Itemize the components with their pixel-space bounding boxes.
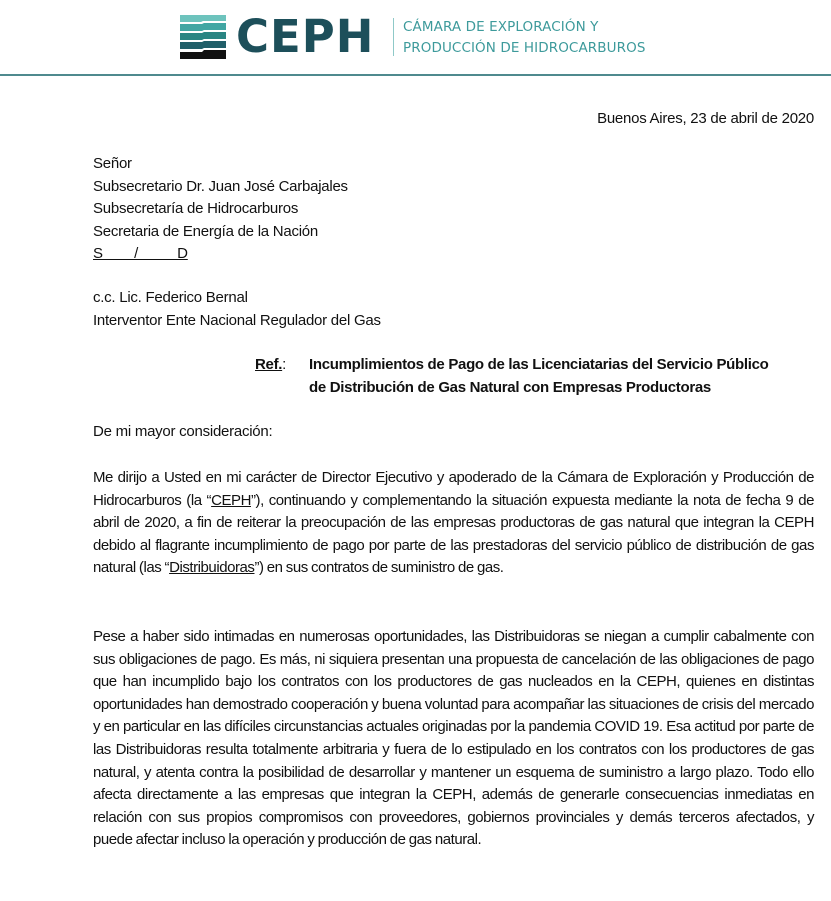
logo-tagline-line2: PRODUCCIÓN DE HIDROCARBUROS <box>403 40 646 56</box>
stacked-waves-logo-icon <box>180 15 226 59</box>
logo-divider <box>393 18 394 56</box>
para1-text: ”), continuando y complementando la situación expuesta mediante la nota de fecha 9 de abril de 2020, a fin de reiterar la preocupación de las empresas productoras de gas natural que integran la CEPH debido al flagrante incumplimiento de pago por parte de las prestadoras del servicio público de distribución de gas natural (las “ <box>93 491 814 577</box>
addressee-block <box>93 153 348 266</box>
addressee-line: Secretaria de Energía de la Nación <box>93 222 318 240</box>
logo-tagline-line1: CÁMARA DE EXPLORACIÓN Y <box>403 19 599 35</box>
letter-date: Buenos Aires, 23 de abril de 2020 <box>597 110 814 127</box>
addressee-line: Subsecretario Dr. Juan José Carbajales <box>93 177 348 195</box>
ref-label-text: Ref. <box>255 356 283 373</box>
cc-line: Interventor Ente Nacional Regulador del Gas <box>93 311 381 329</box>
ref-subject <box>309 354 829 399</box>
body-paragraph-1 <box>93 467 814 580</box>
para1-text: ”) en sus contratos de suministro de gas. <box>254 559 504 577</box>
cc-line: c.c. Lic. Federico Bernal <box>93 289 248 306</box>
ref-subject-line: Incumplimientos de Pago de las Licenciatarias del Servicio Público <box>309 356 769 373</box>
para1-text: Me dirijo a Usted en mi carácter de Director Ejecutivo y apoderado de la Cámara de Exploración y Producción de Hidrocarburos (la “ <box>93 469 814 509</box>
defined-term-ceph: CEPH <box>211 491 251 509</box>
ref-label <box>255 354 286 377</box>
header-rule <box>0 74 831 76</box>
ref-colon: : <box>282 356 287 373</box>
addressee-line: Señor <box>93 155 132 172</box>
defined-term-distribuidoras: Distribuidoras <box>169 559 255 577</box>
sd-line: S / D <box>93 245 188 262</box>
cc-block <box>93 287 381 332</box>
logo-wordmark: CEPH <box>236 10 375 63</box>
greeting: De mi mayor consideración: <box>93 423 273 440</box>
logo-tagline <box>403 17 645 59</box>
addressee-line: Subsecretaría de Hidrocarburos <box>93 200 299 217</box>
body-paragraph-2: Pese a haber sido intimadas en numerosas oportunidades, las Distribuidoras se niegan a cumplir cabalmente con sus obligaciones de pago. Es más, ni siquiera presentan una propuesta de cancelación de las obligaciones de pago que han incumplido bajo los contratos con los productores de gas nucleados en la CEPH, quienes en distintas oportunidades han demostrado cooperación y buena voluntad para acompañar las situaciones de crisis del mercado y en particular en las difíciles circunstancias actuales originadas por la pandemia COVID 19. Esa actitud por parte de las Distribuidoras resulta totalmente arbitraria y fuera de lo estipulado en los contratos con los productores de gas natural, y atenta contra la posibilidad de desarrollar y mantener un esquema de suministro a largo plazo. Todo ello afecta directamente a las empresas que integran la CEPH, además de generarle consecuencias inmediatas en relación con sus propios compromisos con proveedores, gobiernos provinciales y demás terceros afectados, y puede afectar incluso la operación y producción de gas natural. <box>93 628 814 849</box>
letterhead <box>0 0 831 76</box>
ref-subject-line: de Distribución de Gas Natural con Empresas Productoras <box>309 378 711 396</box>
